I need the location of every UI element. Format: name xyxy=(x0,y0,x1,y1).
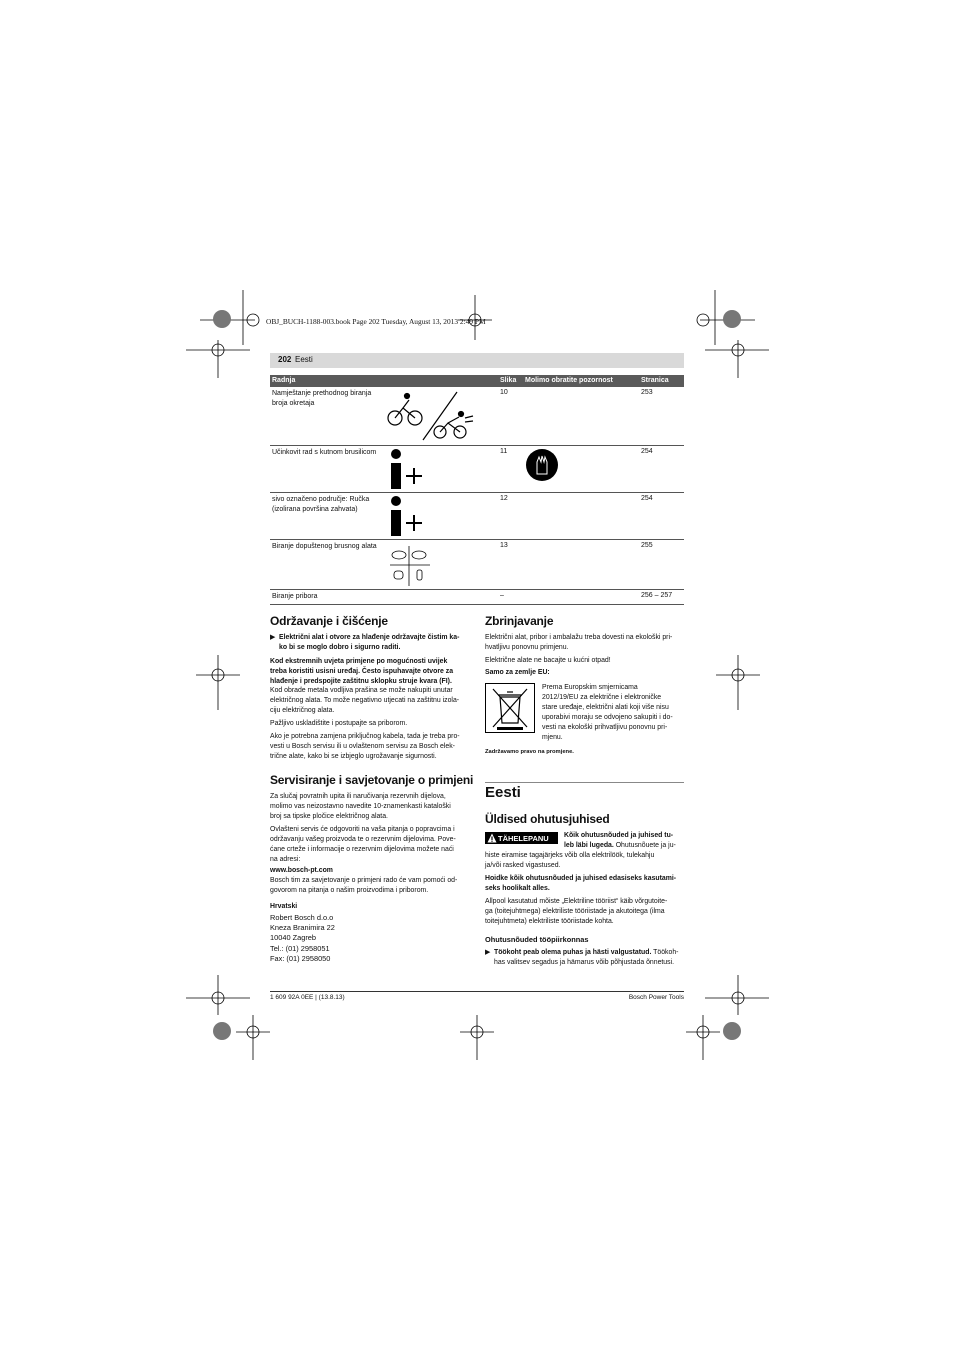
row-figure: – xyxy=(500,592,504,599)
row-action: Biranje pribora xyxy=(272,593,318,600)
page-number: 202 xyxy=(278,355,292,364)
grinding-tools-icon xyxy=(390,546,430,586)
info-plus-icon xyxy=(388,448,428,490)
col-header-action: Radnja xyxy=(272,377,296,384)
page-header xyxy=(270,353,684,368)
table-header xyxy=(270,375,684,387)
warning-text: Kõik ohutusnõuded ja juhised tu- leb läbi lugeda. Ohutusnõuete ja ju- xyxy=(564,832,676,849)
section-divider xyxy=(485,782,684,783)
speed-cyclist-icon xyxy=(385,390,475,442)
table-row xyxy=(270,387,684,446)
row-page: 254 xyxy=(641,448,653,455)
bullet-arrow-icon: ▶ xyxy=(485,949,491,956)
row-page: 255 xyxy=(641,542,653,549)
info-plus-icon xyxy=(388,495,428,537)
col-header-figure: Slika xyxy=(500,377,517,384)
general-safety-title: Üldised ohutusjuhised xyxy=(485,812,610,826)
work-area-bullet: Töökoht peab olema puhas ja hästi valgustatud. Töökoh- has valitsev segadus ja hämarus võib põhjustada õnnetusi. xyxy=(494,949,679,966)
col-header-page: Stranica xyxy=(641,377,669,384)
service-title: Servisiranje i savjetovanje o primjeni xyxy=(270,773,474,787)
disposal-title: Zbrinjavanje xyxy=(485,614,554,628)
warning-badge: TÄHELEPANU xyxy=(485,832,558,844)
general-paragraph: histe eiramise tagajärjeks võib olla elektrilöök, tulekahju ja/või rasked vigastused. xyxy=(485,852,655,869)
general-bold-text: Hoidke kõik ohutusnõuded ja juhised edasiseks kasutami- seks hoolikalt alles. xyxy=(485,875,677,892)
row-action: Biranje dopuštenog brusnog alata xyxy=(272,543,377,550)
row-figure: 11 xyxy=(500,448,508,455)
work-area-title: Ohutusnõuded tööpiirkonnas xyxy=(485,935,589,944)
col-header-attention: Molimo obratite pozornost xyxy=(525,377,613,384)
general-paragraph: Allpool kasutatud mõiste „Elektriline tööriist“ käib võrgutoite- ga (toitejuhtmega) elektriliste tööriistade ja akutoitega (ilma toitejuhtmeta) elektriliste tööriistade kohta. xyxy=(485,898,668,925)
eesti-title: Eesti xyxy=(485,784,521,801)
service-paragraph: Bosch tim za savjetovanje o primjeni rado će vam pomoći od- govorom na pitanja o našim proizvodima i priborom. xyxy=(270,877,458,894)
service-paragraph: Ovlašteni servis će odgovoriti na vaša pitanja o popravcima i održavanju vašeg proizvoda te o rezervnim dijelovima. Pove- ćane crteže i informacije o rezervnim dijelovima možete naći na adresi: xyxy=(270,826,456,863)
address-block: Robert Bosch d.o.o Kneza Branimira 22 10040 Zagreb Tel.: (01) 2958051 Fax: (01) 2958050 xyxy=(270,913,335,963)
row-figure: 13 xyxy=(500,542,508,549)
maintenance-bold-text: Kod ekstremnih uvjeta primjene po mogućnosti uvijek treba koristiti usisni uređaj. Često ispuhavajte otvore za hlađenje i predspojite zaštitnu sklopku struje kvara (FI). xyxy=(270,658,454,685)
footer-right: Bosch Power Tools xyxy=(628,994,684,1001)
maintenance-paragraph: Ako je potrebna zamjena priključnog kabela, tada je treba pro- vesti u Bosch servisu ili u ovlaštenom servisu za Bosch elek- trične alate, kako bi se izbjeglo ugrožavanje sigurnosti. xyxy=(270,733,460,760)
file-tag: OBJ_BUCH-1188-003.book Page 202 Tuesday, August 13, 2013 2:49 PM xyxy=(266,317,486,326)
row-figure: 10 xyxy=(500,389,508,396)
table-row xyxy=(270,493,684,540)
bullet-arrow-icon: ▶ xyxy=(270,634,276,641)
country-label: Hrvatski xyxy=(270,903,298,910)
maintenance-paragraph: Pažljivo uskladištite i postupajte sa priborom. xyxy=(270,720,408,727)
eu-directive-text: Prema Europskim smjernicama 2012/19/EU za električne i elektroničke stare uređaje, električni alati koji više nisu uporabivi moraju se odvojeno sakupiti i do- vesti na ekološki prihvatljivu ponovnu pri- mjenu. xyxy=(542,684,673,741)
weee-bin-icon xyxy=(485,683,535,733)
row-figure: 12 xyxy=(500,495,508,502)
disposal-paragraph: Električne alate ne bacajte u kućni otpad! xyxy=(485,657,611,664)
table-row xyxy=(270,540,684,590)
table-row xyxy=(270,446,684,493)
footer-left: 1 609 92A 0EE | (13.8.13) xyxy=(270,994,345,1001)
header-language: Eesti xyxy=(295,355,313,364)
maintenance-paragraph: Kod obrade metala vodljiva prašina se može nakupiti unutar električnog alata. To može negativno utjecati na zaštitnu izola- ciju električnog alata. xyxy=(270,687,460,714)
wear-gloves-icon xyxy=(525,448,559,482)
maintenance-title: Održavanje i čišćenje xyxy=(270,614,388,628)
service-url[interactable]: www.bosch-pt.com xyxy=(270,867,333,874)
warning-triangle-icon xyxy=(487,833,497,843)
maintenance-bullet: Električni alat i otvore za hlađenje održavajte čistim ka- ko bi se moglo dobro i sigurno raditi. xyxy=(279,634,460,651)
row-action: sivo označeno područje: Ručka (izolirana površina zahvata) xyxy=(272,496,370,513)
row-page: 253 xyxy=(641,389,653,396)
footer-rule xyxy=(270,991,684,992)
disposal-paragraph: Električni alat, pribor i ambalažu treba dovesti na ekološki pri- hvatljivu ponovnu primjenu. xyxy=(485,634,673,651)
row-action: Namještanje prethodnog biranja broja okretaja xyxy=(272,390,372,407)
row-page: 256 – 257 xyxy=(641,592,673,599)
rights-note: Zadržavamo pravo na promjene. xyxy=(485,749,574,755)
table-row xyxy=(270,590,684,605)
row-action: Učinkovit rad s kutnom brusilicom xyxy=(272,449,377,456)
service-paragraph: Za slučaj povratnih upita ili naručivanja rezervnih dijelova, molimo vas neizostavno navedite 10-znamenkasti kataloški broj sa tipske pločice električnog alata. xyxy=(270,793,451,820)
row-page: 254 xyxy=(641,495,653,502)
eu-label: Samo za zemlje EU: xyxy=(485,669,550,676)
